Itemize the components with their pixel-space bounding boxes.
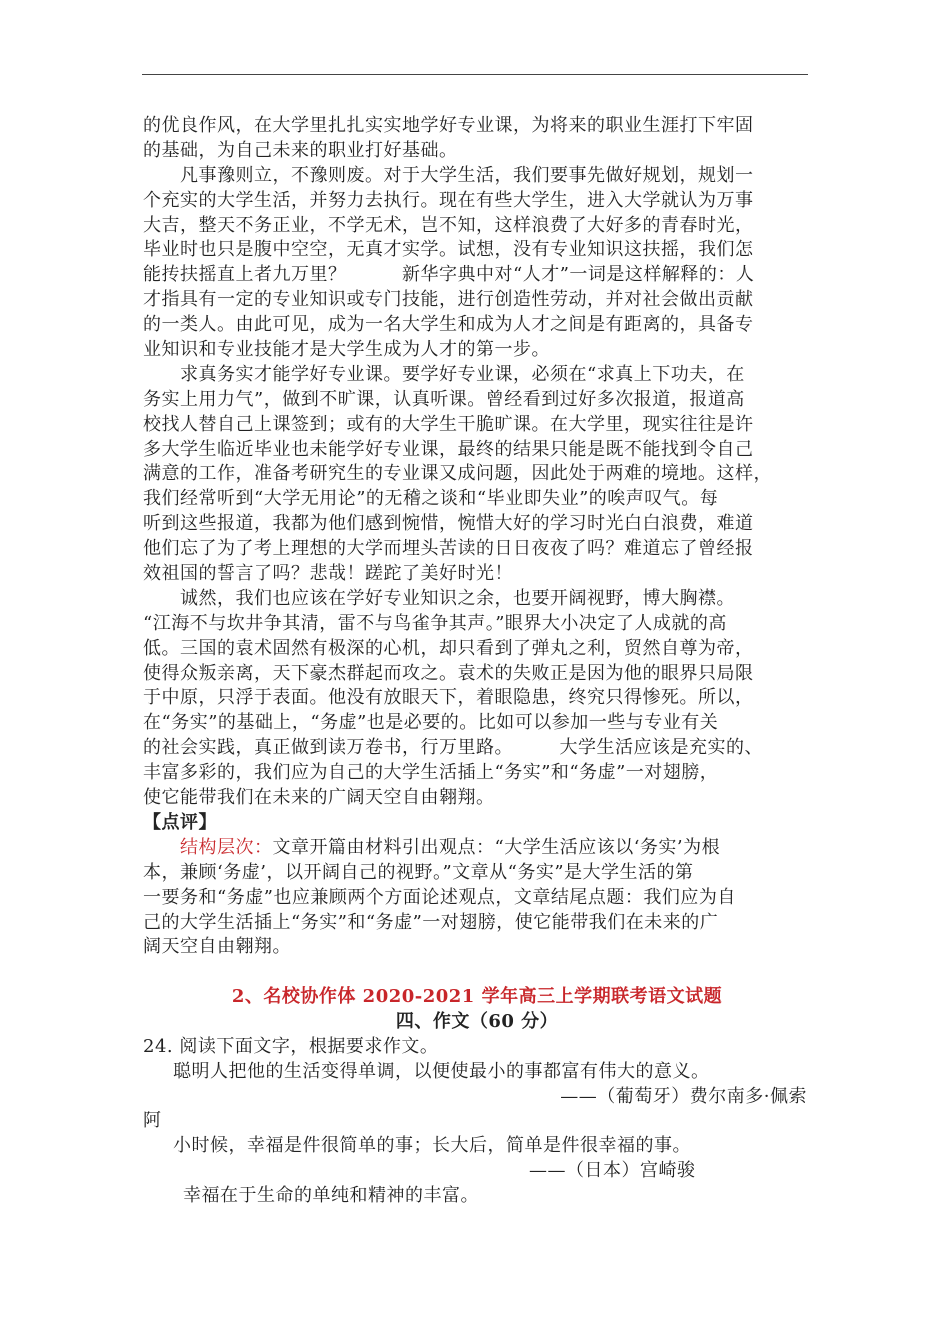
review-heading: 【点评】 — [143, 812, 217, 833]
question-section — [143, 985, 811, 1209]
text-line: 己的大学生活插上“务实”和“务虚”一对翅膀，使它能带我们在未来的广 — [143, 911, 719, 933]
text-line: 校找人替自己上课签到；或有的大学生干脆旷课。在大学里，现实往往是许 — [143, 413, 754, 435]
text-line: 的一类人。由此可见，成为一名大学生和成为人才之间是有距离的，具备专 — [143, 314, 754, 336]
text-line: 阔天空自由翱翔。 — [143, 936, 291, 958]
text-line: 个充实的大学生活，并努力去执行。现在有些大学生，进入大学就认为万事 — [143, 189, 754, 211]
text-line: 于中原，只浮于表面。他没有放眼天下，着眼隐患，终究只得惨死。所以， — [143, 687, 754, 709]
text-line: 的社会实践，真正做到读万卷书，行万里路。 大学生活应该是充实的、 — [143, 737, 763, 759]
text-line: 能抟扶摇直上者九万里？ 新华字典中对“人才”一词是这样解释的：人 — [143, 264, 755, 286]
quote-2: 小时候，幸福是件很简单的事；长大后，简单是件很幸福的事。 — [173, 1135, 691, 1157]
review-label: 结构层次： — [180, 836, 273, 858]
text-line: 业知识和专业技能才是大学生成为人才的第一步。 — [143, 339, 550, 361]
quote-1-attribution: ——（葡萄牙）费尔南多·佩索 — [560, 1085, 807, 1107]
review-first-line — [143, 836, 811, 861]
header-rule — [142, 74, 808, 75]
text-line: 大吉，整天不务正业，不学无术，岂不知，这样浪费了大好多的青春时光， — [143, 214, 754, 236]
quote-1-attribution-wrap: 阿 — [143, 1110, 162, 1132]
text-line: 使它能带我们在未来的广阔天空自由翱翔。 — [143, 787, 495, 809]
text-line: 务实上用力气”，做到不旷课，认真听课。曾经看到过好多次报道，报道高 — [143, 388, 745, 410]
quote-2-attribution: ——（日本）宫崎骏 — [529, 1160, 696, 1182]
text-line: 在“务实”的基础上，“务虚”也是必要的。比如可以参加一些与专业有关 — [143, 712, 719, 734]
review-section — [143, 811, 811, 960]
text-line: 的基础，为自己未来的职业打好基础。 — [143, 139, 458, 161]
text-line: 诚然，我们也应该在学好专业知识之余，也要开阔视野，博大胸襟。 — [143, 587, 735, 609]
text-line: 求真务实才能学好专业课。要学好专业课，必须在“求真上下功夫，在 — [143, 363, 745, 385]
text-line: 多大学生临近毕业也未能学好专业课，最终的结果只能是既不能找到令自己 — [143, 438, 754, 460]
text-line: 他们忘了为了考上理想的大学而埋头苦读的日日夜夜了吗？难道忘了曾经报 — [143, 538, 754, 560]
text-line: 使得众叛亲离，天下豪杰群起而攻之。袁术的失败正是因为他的眼界只局限 — [143, 662, 754, 684]
text-line: 凡事豫则立，不豫则废。对于大学生活，我们要事先做好规划，规划一 — [143, 164, 754, 186]
text-line: 效祖国的誓言了吗？悲哉！蹉跎了美好时光！ — [143, 563, 513, 585]
text-line: 才指具有一定的专业知识或专门技能，进行创造性劳动，并对社会做出贡献 — [143, 289, 754, 311]
text-line: 的优良作风，在大学里扎扎实实地学好专业课，为将来的职业生涯打下牢固 — [143, 115, 754, 136]
text-line: 我们经常听到“大学无用论”的无稽之谈和“毕业即失业”的唉声叹气。每 — [143, 488, 719, 510]
text-line: 丰富多彩的，我们应为自己的大学生活插上“务实”和“务虚”一对翅膀， — [143, 762, 719, 784]
question-prompt: 24. 阅读下面文字，根据要求作文。 — [143, 1035, 439, 1057]
text-line: 满意的工作，准备考研究生的专业课又成问题，因此处于两难的境地。这样， — [143, 463, 772, 485]
source-title: 2、名校协作体 2020-2021 学年高三上学期联考语文试题 — [231, 986, 723, 1007]
text-line: “江海不与坎井争其清，雷不与鸟雀争其声。”眼界大小决定了人成就的高 — [143, 612, 727, 634]
review-body — [143, 861, 811, 961]
quote-1: 聪明人把他的生活变得单调，以便使最小的事都富有伟大的意义。 — [173, 1060, 710, 1082]
section-heading: 四、作文（60 分） — [395, 1010, 559, 1032]
text-line: 听到这些报道，我都为他们感到惋惜，惋惜大好的学习时光白白浪费，难道 — [143, 513, 754, 535]
text-line: 本，兼顾‘务虚’，以开阔自己的视野。”文章从“务实”是大学生活的第 — [143, 861, 694, 883]
review-first-line-text: 文章开篇由材料引出观点：“大学生活应该以‘务实’为根 — [272, 836, 721, 858]
text-line: 毕业时也只是腹中空空，无真才实学。试想，没有专业知识这扶摇，我们怎 — [143, 239, 754, 261]
quote-3: 幸福在于生命的单纯和精神的丰富。 — [183, 1185, 479, 1207]
text-line: 一要务和“务虚”也应兼顾两个方面论述观点，文章结尾点题：我们应为自 — [143, 886, 736, 908]
text-line: 低。三国的袁术固然有极深的心机，却只看到了弹丸之利，贸然自尊为帝， — [143, 637, 754, 659]
essay-body — [143, 114, 811, 811]
